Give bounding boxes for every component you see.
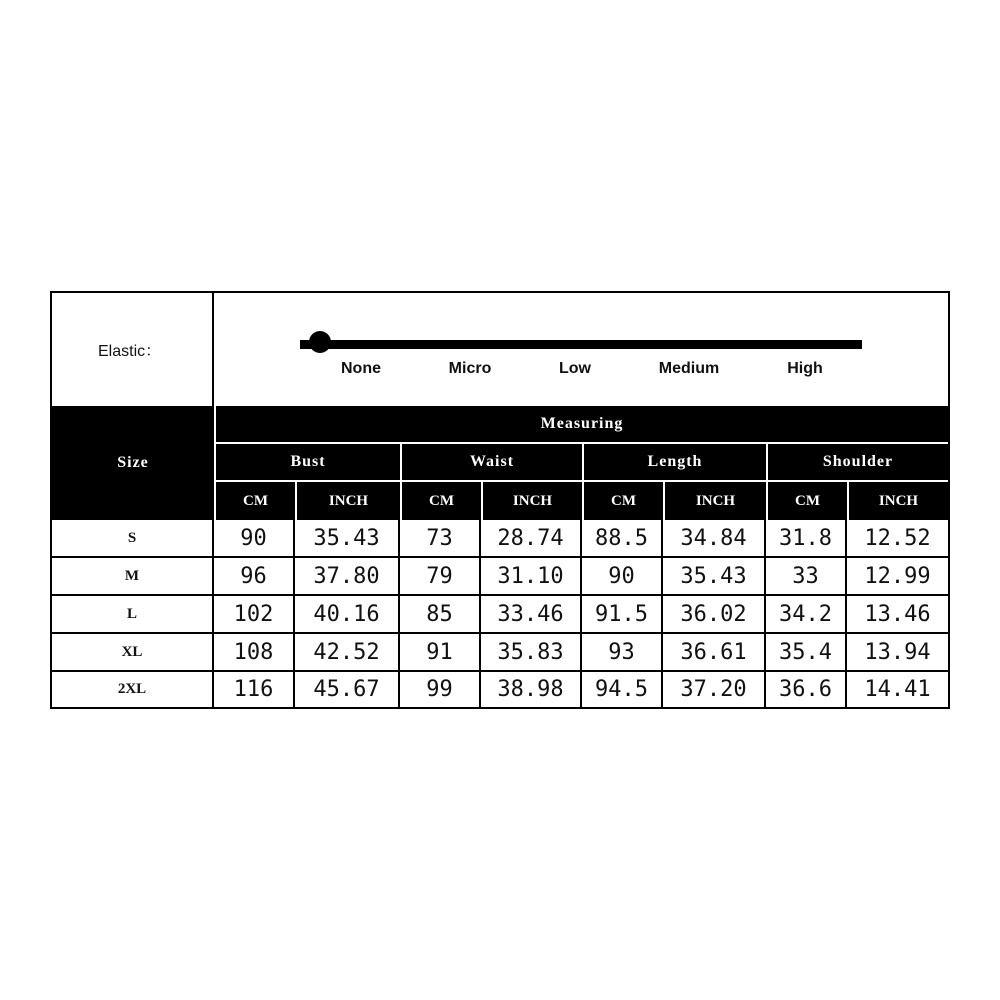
table-cell: 91.5 [582,596,663,634]
bust-cm-header: CM [214,482,295,520]
elasticity-scale [214,293,948,406]
size-chart-table [50,291,950,709]
length-inch-header: INCH [663,482,766,520]
table-cell: 35.4 [766,634,847,672]
table-cell: 35.43 [295,520,400,558]
table-cell: 96 [214,558,295,596]
table-cell: 85 [400,596,481,634]
table-cell: 28.74 [481,520,582,558]
table-cell: 102 [214,596,295,634]
table-cell: 37.20 [663,672,766,707]
table-cell: 14.41 [864,677,931,702]
table-cell: 35.43 [663,558,766,596]
shoulder-header: Shoulder [766,444,948,482]
table-cell: 79 [400,558,481,596]
elasticity-level-medium: Medium [658,360,720,377]
elasticity-level-low: Low [559,360,591,377]
table-cell: 116 [214,672,295,707]
table-cell: 34.2 [766,596,847,634]
table-cell: 93 [582,634,663,672]
size-label-s: S [52,520,214,558]
elasticity-scale-bar [300,340,862,349]
size-column-header: Size [52,406,214,520]
table-cell: 42.52 [295,634,400,672]
table-cell: 90 [582,558,663,596]
elastic-label: Elastic： [52,293,214,406]
waist-cm-header: CM [400,482,481,520]
table-cell: 108 [214,634,295,672]
table-cell: 13.94 [847,634,948,672]
waist-header: Waist [400,444,582,482]
table-cell: 13.46 [847,596,948,634]
elasticity-level-none: None [341,360,381,377]
length-cm-header: CM [582,482,663,520]
table-cell: 37.80 [295,558,400,596]
table-cell: 88.5 [582,520,663,558]
table-cell: 90 [214,520,295,558]
waist-inch-header: INCH [481,482,582,520]
table-cell: 91 [400,634,481,672]
table-cell: 73 [400,520,481,558]
measuring-header: Measuring [214,406,948,444]
table-cell: 35.83 [481,634,582,672]
table-cell: 31.8 [766,520,847,558]
size-label-l: L [52,596,214,634]
size-label-xl: XL [52,634,214,672]
bust-header: Bust [214,444,400,482]
table-cell: 45.67 [295,672,400,707]
table-cell: 94.5 [582,672,663,707]
elasticity-level-high: High [787,360,823,377]
elasticity-indicator-dot [309,331,331,353]
table-cell: 36.6 [766,672,847,707]
table-cell: 33 [766,558,847,596]
table-cell: 12.52 [847,520,948,558]
table-cell: 36.61 [663,634,766,672]
shoulder-inch-header: INCH [847,482,948,520]
table-cell: 31.10 [481,558,582,596]
size-label-2xl: 2XL [52,672,214,707]
table-cell: 34.84 [663,520,766,558]
length-header: Length [582,444,766,482]
table-cell: 38.98 [481,672,582,707]
table-cell: 36.02 [663,596,766,634]
table-cell: 12.99 [847,558,948,596]
elasticity-level-micro: Micro [448,360,492,377]
table-cell: 40.16 [295,596,400,634]
table-cell: 99 [400,672,481,707]
shoulder-cm-header: CM [766,482,847,520]
table-cell: 33.46 [481,596,582,634]
size-label-m: M [52,558,214,596]
bust-inch-header: INCH [295,482,400,520]
